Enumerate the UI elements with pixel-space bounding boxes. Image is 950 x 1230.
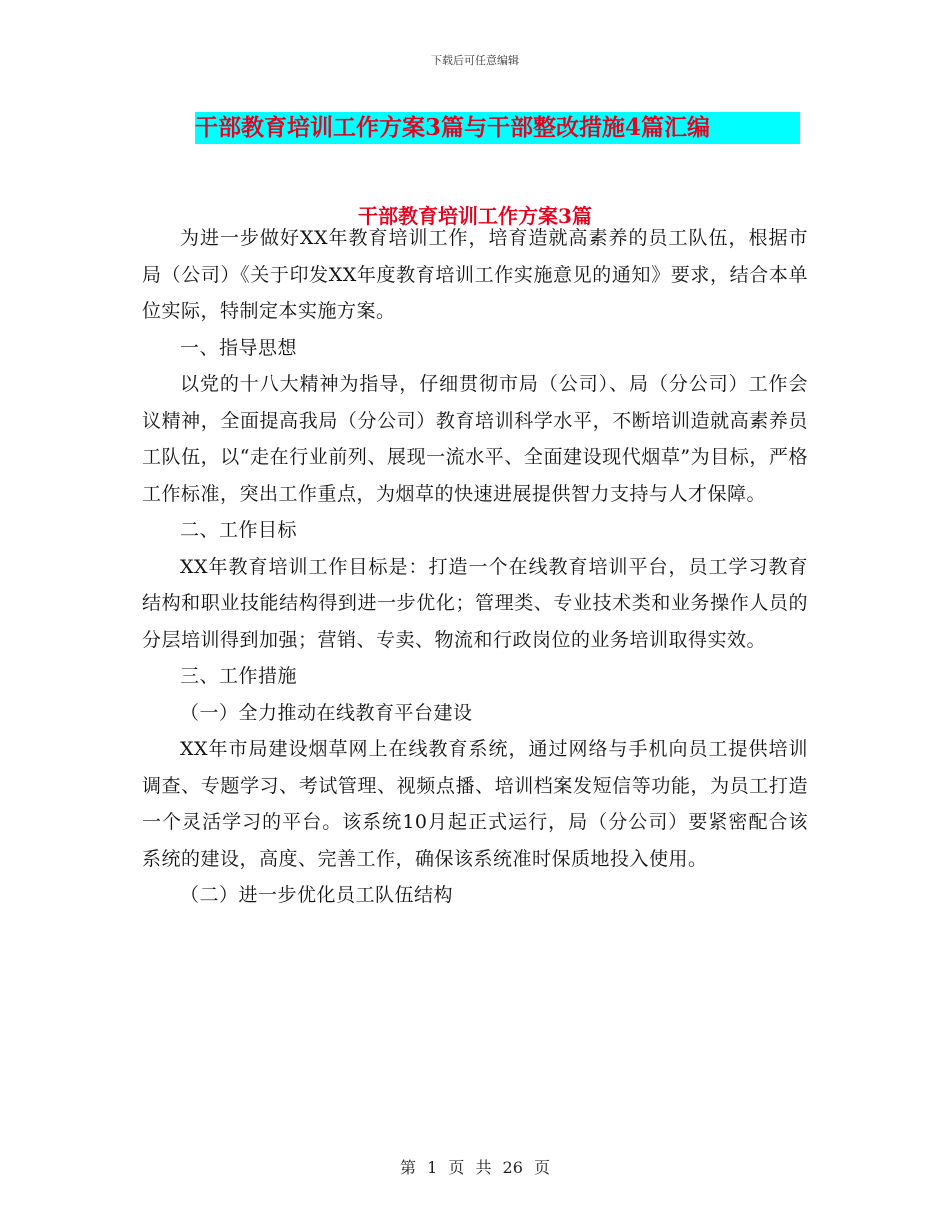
heading-work-measures: 三、工作措施 [180, 665, 298, 687]
heading-guiding-ideology: 一、指导思想 [180, 336, 298, 359]
document-body [142, 220, 808, 914]
paragraph-work-goals: XX年教育培训工作目标是：打造一个在线教育培训平台，员工学习教育结构和职业技能结构得到进一步优化；管理类、专业技术类和业务操作人员的分层培训得到加强；营销、专卖、物流和行政岗位的业务培训取得实效。 [142, 555, 808, 651]
heading-work-goals: 二、工作目标 [180, 519, 298, 541]
paragraph-intro: 为进一步做好XX年教育培训工作，培育造就高素养的员工队伍，根据市局（公司）《关于印发XX年度教育培训工作实施意见的通知》要求，结合本单位实际，特制定本实施方案。 [142, 227, 808, 322]
document-main-title: 干部教育培训工作方案3篇与干部整改措施4篇汇编 [195, 112, 800, 144]
subheading-optimize-structure: （二）进一步优化员工队伍结构 [180, 884, 454, 906]
page-number-footer: 第 1 页 共 26 页 [400, 1158, 550, 1177]
header-note: 下载后可任意编辑 [431, 54, 519, 67]
paragraph-online-platform: XX年市局建设烟草网上在线教育系统，通过网络与手机向员工提供培训调查、专题学习、考试管理、视频点播、培训档案发短信等功能，为员工打造一个灵活学习的平台。该系统10月起正式运行，局（分公司）要紧密配合该系统的建设，高度、完善工作，确保该系统准时保质地投入使用。 [142, 738, 808, 870]
document-section-title: 干部教育培训工作方案3篇 [358, 204, 592, 228]
subheading-online-platform: （一）全力推动在线教育平台建设 [180, 701, 473, 724]
paragraph-guiding-ideology: 以党的十八大精神为指导，仔细贯彻市局（公司）、局（分公司）工作会议精神，全面提高我局（分公司）教育培训科学水平，不断培训造就高素养员工队伍，以“走在行业前列、展现一流水平、全面建设现代烟草”为目标，严格工作标准，突出工作重点，为烟草的快速进展提供智力支持与人才保障。 [142, 373, 808, 505]
